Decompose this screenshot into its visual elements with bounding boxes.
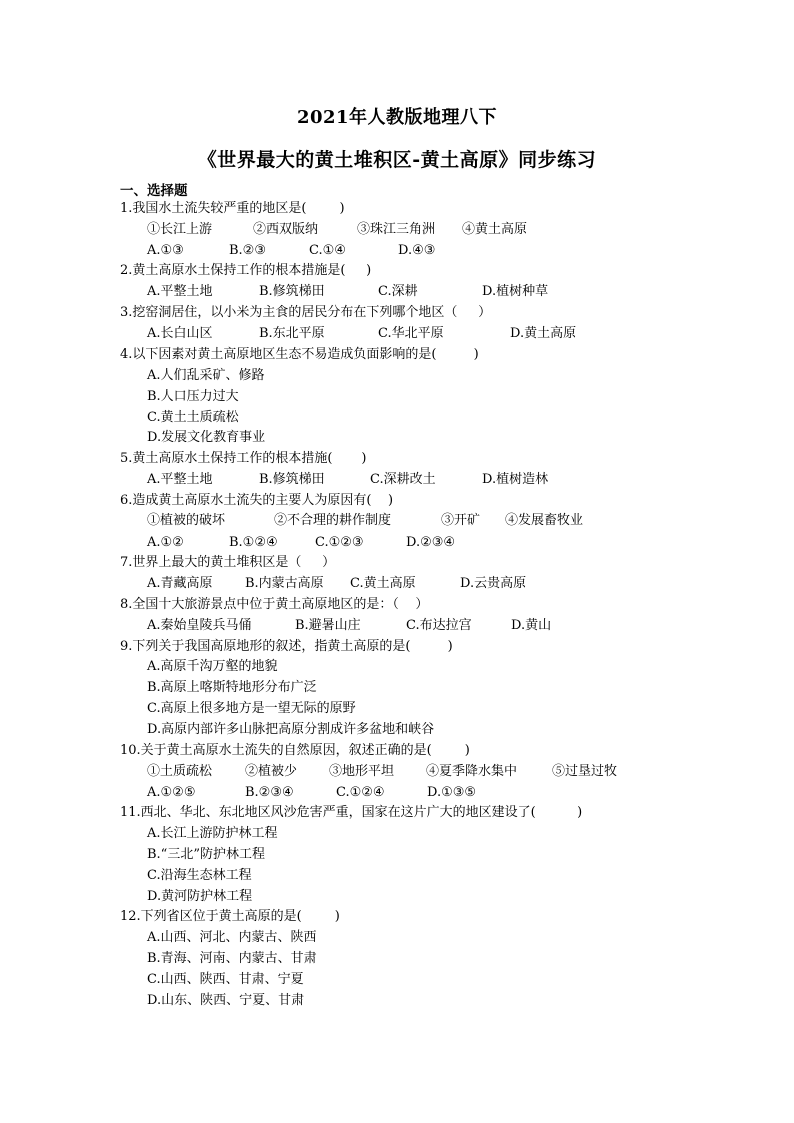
question-7-option-b: B.内蒙古高原 xyxy=(245,576,324,591)
question-1-item: ④黄土高原 xyxy=(462,222,528,237)
question-1-item: ③珠江三角洲 xyxy=(357,222,436,237)
question-12-stem: 12.下列省区位于黄土高原的是( ) xyxy=(120,909,340,924)
question-1-option-c: C.①④ xyxy=(309,243,346,258)
question-1-option-b: B.②③ xyxy=(229,243,266,258)
question-5-option-c: C.深耕改土 xyxy=(370,472,436,487)
question-5-option-b: B.修筑梯田 xyxy=(259,472,325,487)
question-4-stem: 4.以下因素对黄土高原地区生态不易造成负面影响的是( ) xyxy=(120,347,479,362)
question-1-item: ②西双版纳 xyxy=(253,222,319,237)
question-1-item: ①长江上游 xyxy=(147,222,213,237)
question-10-stem: 10.关于黄土高原水土流失的自然原因，叙述正确的是( ) xyxy=(120,743,470,758)
question-3-option-c: C.华北平原 xyxy=(378,326,444,341)
document-subtitle: 《世界最大的黄土堆积区-黄土高原》同步练习 xyxy=(197,149,597,171)
question-7-option-c: C.黄土高原 xyxy=(350,576,416,591)
question-3-option-a: A.长白山区 xyxy=(147,326,213,341)
question-6-option-b: B.①②④ xyxy=(229,535,278,550)
question-7-option-d: D.云贵高原 xyxy=(460,576,527,591)
question-9-option-b: B.高原上喀斯特地形分布广泛 xyxy=(147,680,317,695)
question-8-option-d: D.黄山 xyxy=(511,618,552,633)
question-10-option-c: C.①②④ xyxy=(336,785,385,800)
question-11-option-b: B.“三北”防护林工程 xyxy=(147,847,265,862)
question-7-stem: 7.世界上最大的黄土堆积区是（ ） xyxy=(120,555,336,570)
question-5-stem: 5.黄土高原水土保持工作的根本措施( ) xyxy=(120,451,367,466)
question-10-option-d: D.①③⑤ xyxy=(427,785,477,800)
section-heading: 一、选择题 xyxy=(120,183,188,199)
question-11-option-d: D.黄河防护林工程 xyxy=(147,889,253,904)
question-6-option-a: A.①② xyxy=(147,535,184,550)
question-6-item: ②不合理的耕作制度 xyxy=(274,513,392,528)
question-3-option-d: D.黄土高原 xyxy=(510,326,577,341)
question-8-stem: 8.全国十大旅游景点中位于黄土高原地区的是：（ ） xyxy=(120,597,429,612)
question-1-option-d: D.④③ xyxy=(398,243,436,258)
question-2-stem: 2.黄土高原水土保持工作的根本措施是( ) xyxy=(120,263,372,278)
question-10-option-b: B.②③④ xyxy=(245,785,294,800)
question-9-option-a: A.高原千沟万壑的地貌 xyxy=(147,659,278,674)
question-1-option-a: A.①③ xyxy=(147,243,184,258)
question-10-item: ⑤过垦过牧 xyxy=(552,764,618,779)
question-6-option-c: C.①②③ xyxy=(315,535,364,550)
question-6-option-d: D.②③④ xyxy=(406,535,456,550)
question-12-option-d: D.山东、陕西、宁夏、甘肃 xyxy=(147,993,305,1008)
document-title: 2021年人教版地理八下 xyxy=(296,107,498,128)
question-7-option-a: A.青藏高原 xyxy=(147,576,213,591)
question-2-option-c: C.深耕 xyxy=(378,284,418,299)
question-8-option-a: A.秦始皇陵兵马俑 xyxy=(147,618,252,633)
question-6-item: ③开矿 xyxy=(441,513,481,528)
question-5-option-d: D.植树造林 xyxy=(482,472,549,487)
question-11-option-c: C.沿海生态林工程 xyxy=(147,868,252,883)
question-11-option-a: A.长江上游防护林工程 xyxy=(147,826,278,841)
question-5-option-a: A.平整土地 xyxy=(147,472,213,487)
question-1-stem: 1.我国水土流失较严重的地区是( ) xyxy=(120,201,345,216)
question-9-stem: 9.下列关于我国高原地形的叙述，指黄土高原的是( ) xyxy=(120,639,453,654)
question-6-stem: 6.造成黄土高原水土流失的主要人为原因有( ) xyxy=(120,493,394,508)
question-8-option-c: C.布达拉宫 xyxy=(406,618,472,633)
question-6-item: ④发展畜牧业 xyxy=(505,513,584,528)
question-3-stem: 3.挖窑洞居住，以小米为主食的居民分布在下列哪个地区（ ） xyxy=(120,305,492,320)
question-10-item: ②植被少 xyxy=(245,764,298,779)
question-8-option-b: B.避暑山庄 xyxy=(295,618,361,633)
question-4-option-a: A.人们乱采矿、修路 xyxy=(147,368,265,383)
question-6-item: ①植被的破坏 xyxy=(147,513,226,528)
question-11-stem: 11.西北、华北、东北地区风沙危害严重，国家在这片广大的地区建设了( ) xyxy=(120,805,583,820)
question-4-option-c: C.黄土土质疏松 xyxy=(147,410,239,425)
question-3-option-b: B.东北平原 xyxy=(259,326,325,341)
question-12-option-c: C.山西、陕西、甘肃、宁夏 xyxy=(147,972,304,987)
question-2-option-d: D.植树种草 xyxy=(482,284,549,299)
question-4-option-d: D.发展文化教育事业 xyxy=(147,430,266,445)
question-12-option-a: A.山西、河北、内蒙古、陕西 xyxy=(147,930,317,945)
question-10-item: ③地形平坦 xyxy=(329,764,395,779)
question-10-option-a: A.①②⑤ xyxy=(147,785,196,800)
question-9-option-c: C.高原上很多地方是一望无际的原野 xyxy=(147,701,356,716)
question-12-option-b: B.青海、河南、内蒙古、甘肃 xyxy=(147,951,317,966)
question-10-item: ①土质疏松 xyxy=(147,764,213,779)
question-9-option-d: D.高原内部许多山脉把高原分割成许多盆地和峡谷 xyxy=(147,722,435,737)
question-10-item: ④夏季降水集中 xyxy=(426,764,518,779)
question-4-option-b: B.人口压力过大 xyxy=(147,389,239,404)
question-2-option-a: A.平整土地 xyxy=(147,284,213,299)
question-2-option-b: B.修筑梯田 xyxy=(259,284,325,299)
